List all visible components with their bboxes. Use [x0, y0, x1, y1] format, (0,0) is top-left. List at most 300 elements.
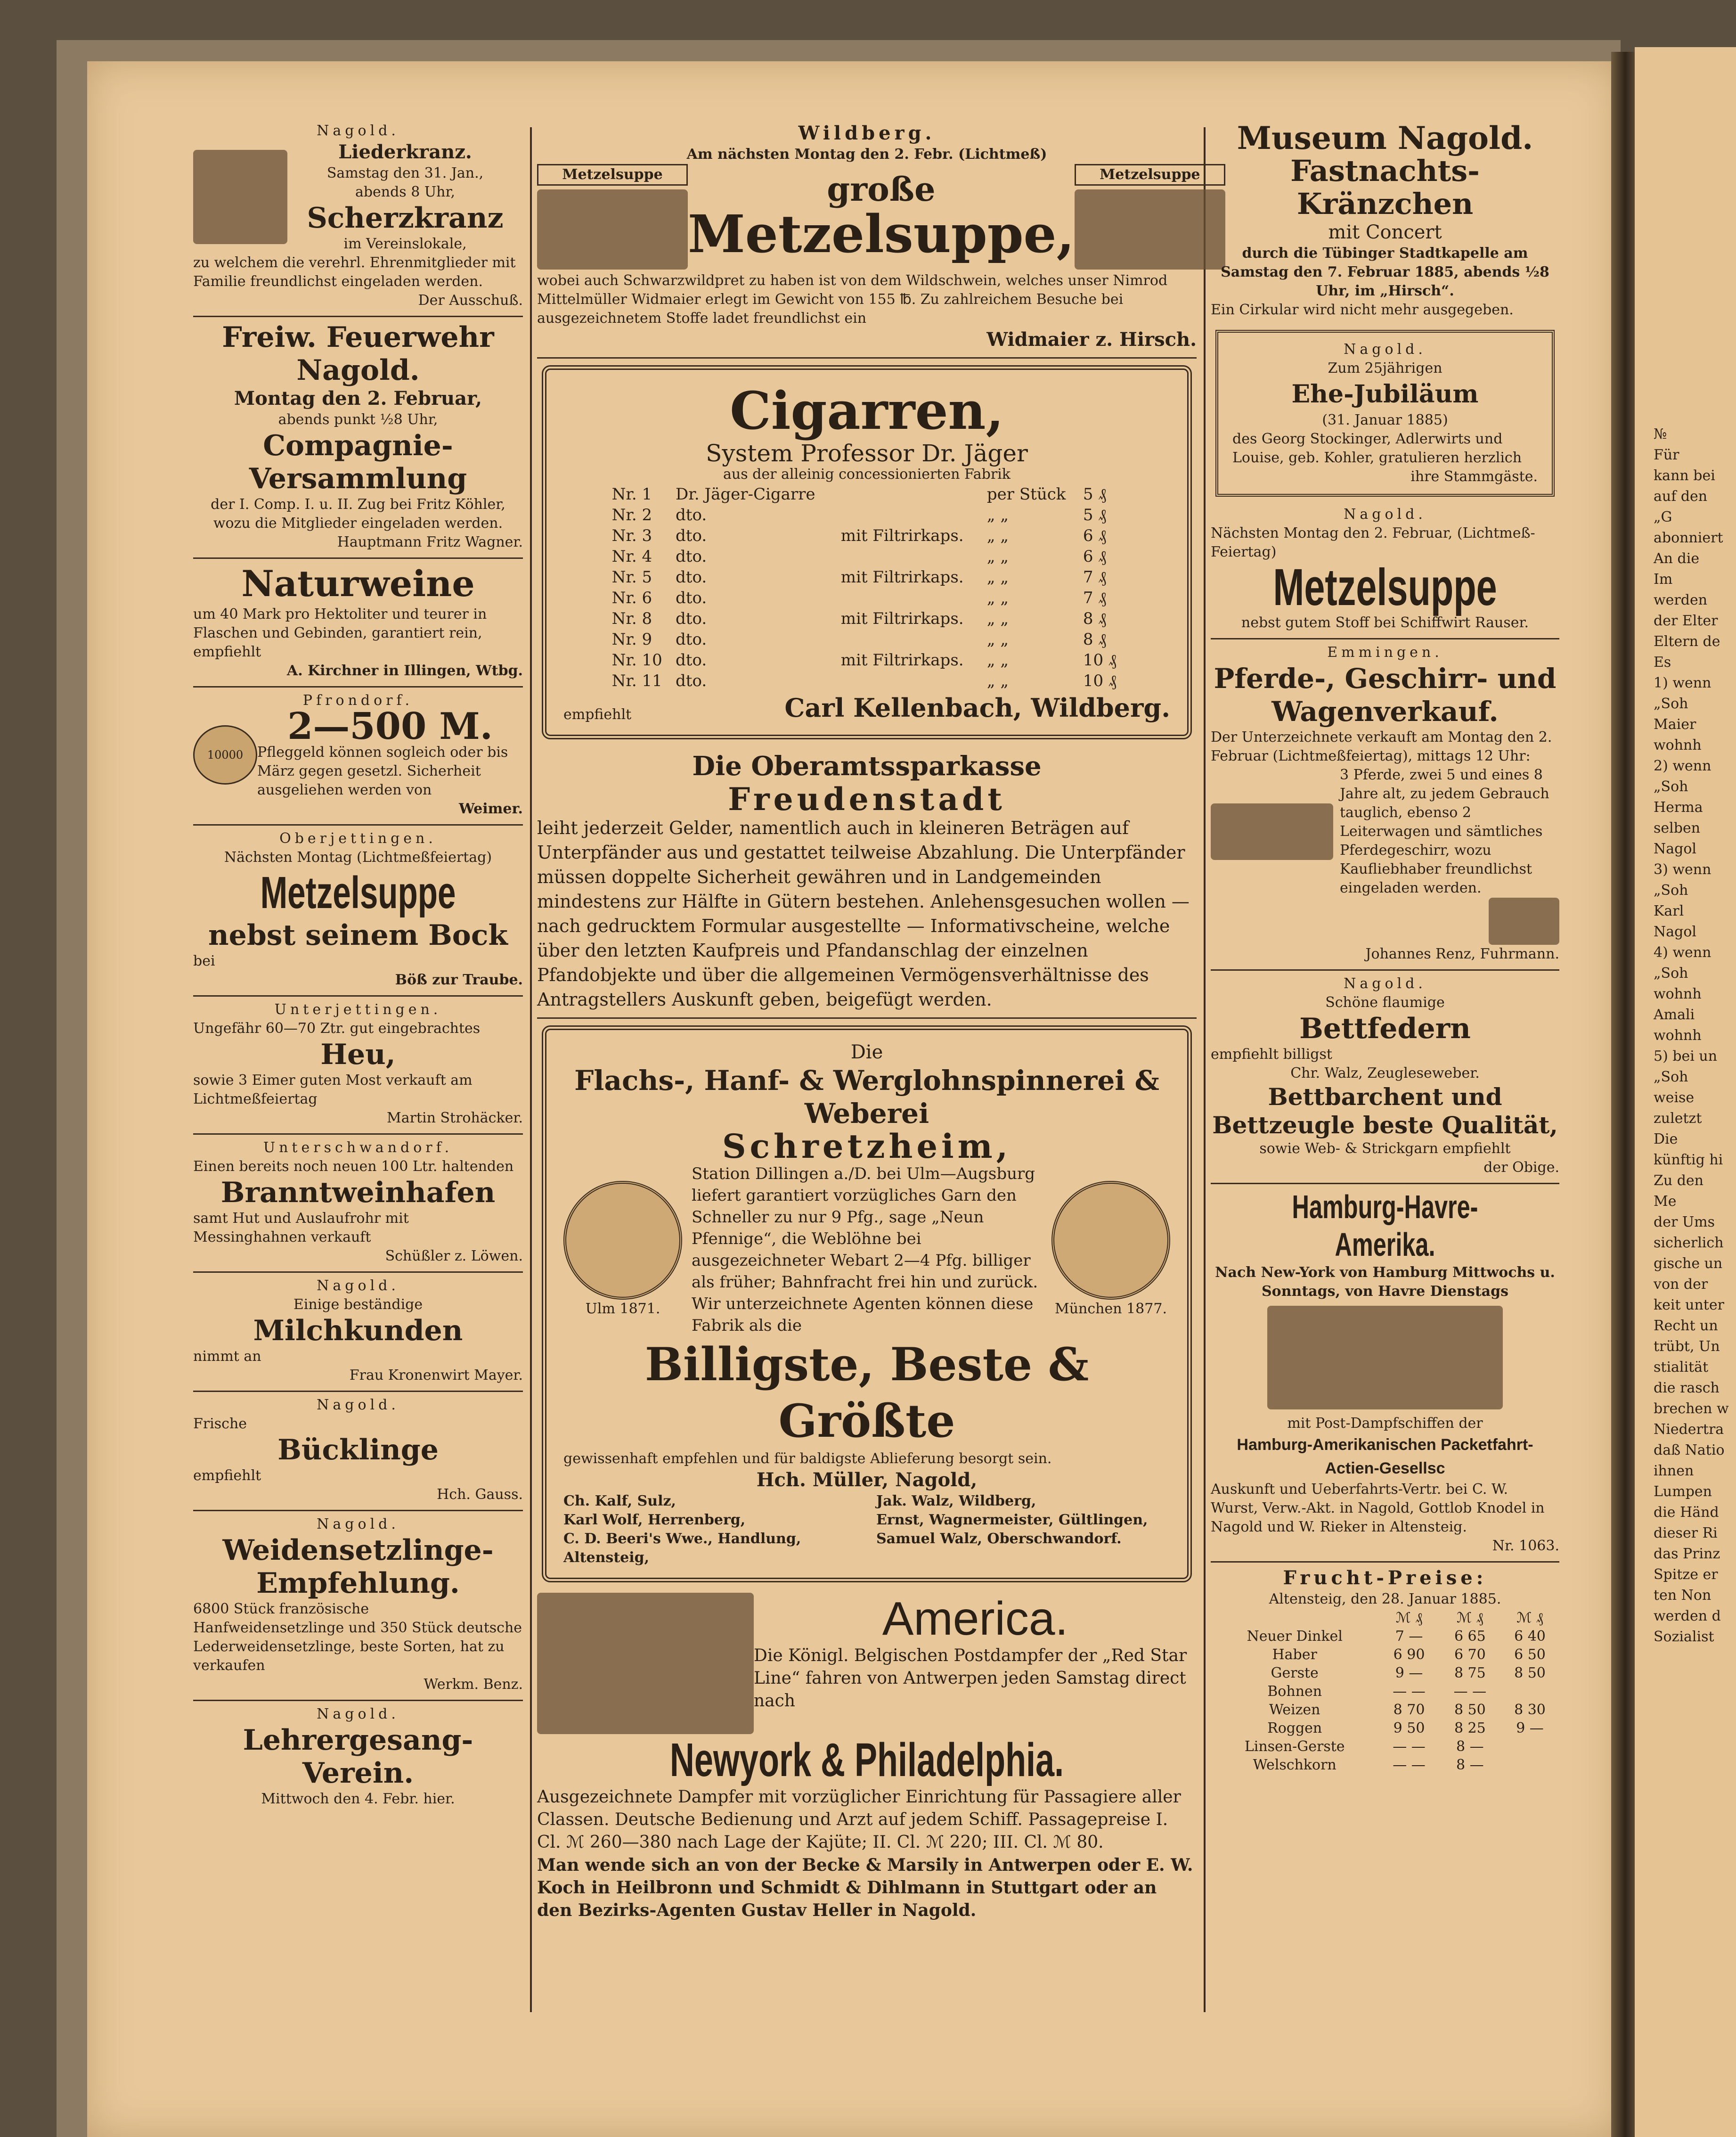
next-page-line: 3) wenn: [1654, 861, 1712, 878]
ad-empfiehlt: empfiehlt: [563, 706, 632, 723]
cigar-filter-cell: [838, 484, 984, 505]
ad-headline1: große: [827, 170, 936, 209]
ad-amount: 2—500 M.: [287, 705, 493, 748]
ad-note: Ein Cirkular wird nicht mehr ausgegeben.: [1211, 302, 1514, 318]
table-row: [609, 608, 1125, 629]
table-row: [609, 505, 1125, 525]
next-page-line: Im: [1654, 571, 1673, 588]
ad-text2: 3 Pferde, zwei 5 und eines 8 Jahre alt, zu jedem Gebrauch tauglich, ebenso 2 Leiterwagen und sämtliches Pferdegeschirr, wozu Kaufliebhaber freundlichst eingeladen werden.: [1340, 767, 1549, 896]
left-column: [193, 118, 523, 1814]
grain-c-cell: [1500, 1737, 1559, 1756]
cigar-price-cell: 6 ₰: [1083, 526, 1107, 545]
ad-headline2: Newyork & Philadelphia.: [669, 1734, 1064, 1786]
ad-text: Einige beständige: [293, 1296, 423, 1313]
ad-oberjettingen: [193, 826, 523, 997]
ad-unterjettingen: [193, 997, 523, 1135]
grain-a-cell: 9 —: [1395, 1665, 1423, 1681]
next-page-line: künftig hi: [1654, 1152, 1723, 1168]
ad-america: [537, 1589, 1197, 1927]
table-row: [609, 588, 1125, 608]
ad-text: Zum 25jährigen: [1328, 360, 1443, 377]
ad-headline2: Billigste, Beste & Größte: [644, 1338, 1089, 1448]
ad-text: der I. Comp. I. u. II. Zug bei Fritz Köhler, wozu die Mitglieder eingeladen werden.: [211, 496, 505, 532]
cigar-unit-cell: „ „: [986, 526, 1009, 545]
ad-sub: nebst seinem Bock: [208, 919, 508, 952]
ad-text: Einen bereits noch neuen 100 Ltr. haltenden: [193, 1158, 514, 1175]
grain-name-cell: Bohnen: [1267, 1683, 1322, 1700]
ad-headline: Scherzkranz: [307, 202, 504, 235]
ad-place: Unterjettingen.: [274, 1001, 442, 1018]
ad-date: Nächsten Montag (Lichtmeßfeiertag): [224, 849, 492, 866]
ad-place: Emmingen.: [1327, 644, 1443, 661]
next-page-line: „Soh: [1654, 965, 1688, 982]
ad-headline: Bücklinge: [277, 1433, 439, 1466]
table-row: [609, 629, 1125, 650]
feast-scene-icon: [537, 189, 688, 270]
ad-text3: Auskunft und Ueberfahrts-Vertr. bei C. W. Wurst, Verw.-Akt. in Nagold, Gottlob Knodel in Nagold und W. Rieker in Altensteig.: [1211, 1481, 1545, 1535]
cigar-nr-cell: Nr. 9: [611, 630, 652, 649]
ad-text: zu welchem die verehrl. Ehrenmitglieder mit Familie freundlichst eingeladen werden.: [193, 254, 516, 290]
ad-place: Nagold.: [317, 123, 399, 139]
horse-icon: [1211, 803, 1333, 860]
next-page-line: Die: [1654, 1131, 1678, 1147]
ad-place: Nagold.: [1344, 506, 1426, 523]
cigar-filter-cell: mit Filtrirkaps.: [840, 526, 964, 545]
ad-date: Samstag den 31. Jan.,: [326, 165, 484, 181]
table-row: [1211, 1719, 1559, 1737]
ad-sign: Widmaier z. Hirsch.: [986, 328, 1197, 351]
ad-sign: Werkm. Benz.: [424, 1676, 523, 1693]
next-page-line: Maier: [1654, 716, 1696, 733]
table-row: [609, 525, 1125, 546]
next-page-line: Nagol: [1654, 924, 1696, 940]
ad-title: Museum Nagold.: [1237, 120, 1533, 156]
ad-text: Die Königl. Belgischen Postdampfer der „Red Star Line“ fahren von Antwerpen jeden Samstag direct nach: [754, 1646, 1187, 1711]
ad-text2: samt Hut und Auslaufrohr mit Messinghahnen verkauft: [193, 1210, 409, 1245]
next-page-line: sicherlich: [1654, 1235, 1724, 1251]
ad-text: Nach New-York von Hamburg Mittwochs u. Sonntags, von Havre Dienstags: [1215, 1264, 1555, 1300]
ad-place: Nagold.: [1344, 341, 1426, 358]
ad-text: Ungefähr 60—70 Ztr. gut eingebrachtes: [193, 1020, 481, 1037]
feast-scene-icon: [1075, 189, 1225, 270]
next-page-line: „Soh: [1654, 1069, 1688, 1085]
next-page-line: kann bei: [1654, 467, 1715, 484]
next-page-line: Lumpen: [1654, 1483, 1712, 1500]
cigar-price-cell: 10 ₰: [1083, 671, 1117, 690]
ad-sign: Böß zur Traube.: [395, 972, 523, 988]
cigar-filter-cell: [838, 671, 984, 691]
next-page-line: dieser Ri: [1654, 1525, 1718, 1541]
cigar-nr-cell: Nr. 11: [611, 671, 662, 690]
ad-pfrondorf: [193, 688, 523, 826]
cigar-filter-cell: mit Filtrirkaps.: [840, 651, 964, 670]
grain-a-cell: — —: [1393, 1683, 1426, 1700]
ad-date: Altensteig, den 28. Januar 1885.: [1269, 1591, 1501, 1607]
grain-b-cell: 8 25: [1454, 1720, 1486, 1736]
ad-headline: Milchkunden: [253, 1314, 463, 1347]
ad-headline: Weidensetzlinge-Empfehlung.: [222, 1534, 494, 1600]
cigar-nr-cell: Nr. 6: [611, 589, 652, 607]
agent-name: Jak. Walz, Wildberg,: [876, 1493, 1036, 1509]
ad-headline: Hamburg-Havre-Amerika.: [1292, 1188, 1478, 1263]
cigar-unit-cell: „ „: [986, 630, 1009, 649]
cigar-nr-cell: Nr. 2: [611, 506, 652, 524]
ad-sign: Weimer.: [458, 801, 523, 817]
agent-list: [563, 1492, 1170, 1567]
grain-b-cell: 8 75: [1454, 1665, 1486, 1681]
ad-headline: Flachs-, Hanf- & Werglohnspinnerei & Weberei: [574, 1064, 1159, 1130]
ad-hamburg: [1211, 1184, 1559, 1563]
next-page-line: Eltern de: [1654, 633, 1720, 650]
ad-bettfedern: [1211, 971, 1559, 1184]
ad-sign: A. Kirchner in Illingen, Wtbg.: [286, 663, 523, 679]
next-page-line: wohnh: [1654, 986, 1702, 1002]
grain-name-cell: Welschkorn: [1253, 1757, 1337, 1773]
ad-headline: Metzelsuppe: [260, 868, 456, 918]
table-row: [609, 671, 1125, 691]
cigar-price-cell: 8 ₰: [1083, 609, 1107, 628]
cigar-price-cell: 6 ₰: [1083, 547, 1107, 566]
grain-name-cell: Roggen: [1267, 1720, 1322, 1736]
next-page-line: keit unter: [1654, 1297, 1724, 1313]
lyre-emblem-icon: [193, 150, 287, 244]
ad-date: (31. Januar 1885): [1322, 412, 1448, 428]
cigar-unit-cell: „ „: [986, 506, 1009, 524]
column-header: ℳ ₰: [1516, 1610, 1543, 1626]
cigar-filter-cell: mit Filtrirkaps.: [840, 609, 964, 628]
next-page-line: Spitze er: [1654, 1566, 1718, 1583]
cigar-name-cell: dto.: [676, 506, 707, 524]
ad-emmingen: [1211, 639, 1559, 971]
money-bag-icon: [193, 725, 257, 785]
ad-jubilaeum: [1215, 330, 1555, 497]
column-rule: [1204, 127, 1206, 2012]
next-page-line: Amali: [1654, 1007, 1695, 1023]
ad-headline2: Metzelsuppe,: [688, 204, 1075, 264]
ad-wildberg: [537, 118, 1200, 359]
ad-headline2: Bettbarchent und Bettzeugle beste Qualität,: [1212, 1083, 1558, 1139]
ad-company: Hamburg-Amerikanischen Packetfahrt-Actien-Gesellsc: [1237, 1436, 1533, 1477]
cigar-filter-cell: [838, 629, 984, 650]
cigar-price-cell: 7 ₰: [1083, 568, 1107, 587]
ad-text2: Ausgezeichnete Dampfer mit vorzüglicher Einrichtung für Passagiere aller Classen. Deutsche Bedienung und Arzt auf jedem Schiff. Passagepreise I. Cl. ℳ 260—380 nach Lage der Kajüte; II. Cl. ℳ 220; III. Cl. ℳ 80.: [537, 1787, 1181, 1852]
ad-text2: nimmt an: [193, 1348, 261, 1365]
ad-text: wobei auch Schwarzwildpret zu haben ist von dem Wildschwein, welches unser Nimrod Mittelmüller Widmaier erlegt im Gewicht von 155 ℔. Zu zahlreichem Besuche bei ausgezeichnetem Stoffe ladet freundlichst ein: [537, 272, 1168, 327]
ad-text: Der Unterzeichnete verkauft am Montag den 2. Februar (Lichtmeßfeiertag), mittags 12 Uhr:: [1211, 729, 1552, 764]
ad-headline: Cigarren,: [730, 380, 1004, 441]
medal-label: Ulm 1871.: [585, 1301, 660, 1317]
cigar-unit-cell: „ „: [986, 547, 1009, 566]
ad-text2: mit Post-Dampfschiffen der: [1287, 1415, 1483, 1432]
ad-title: Freiw. Feuerwehr Nagold.: [222, 321, 494, 387]
grain-name-cell: Gerste: [1271, 1665, 1319, 1681]
grain-c-cell: 6 50: [1514, 1646, 1546, 1663]
table-row: [1211, 1701, 1559, 1719]
next-page-line: Me: [1654, 1193, 1677, 1210]
ad-place: Oberjettingen.: [279, 830, 437, 847]
next-page-line: „Soh: [1654, 882, 1688, 899]
next-page-line: 1) wenn: [1654, 675, 1712, 691]
grain-b-cell: 8 —: [1456, 1738, 1484, 1755]
next-page-line: 5) bei un: [1654, 1048, 1718, 1064]
agent-name: Ernst, Wagnermeister, Gültlingen,: [876, 1512, 1148, 1528]
table-row: [1211, 1664, 1559, 1682]
table-row: [1211, 1682, 1559, 1701]
next-page-line: Für: [1654, 447, 1679, 463]
ad-milchkunden: [193, 1273, 523, 1392]
next-page-line: Es: [1654, 654, 1671, 671]
cigar-unit-cell: „ „: [986, 671, 1009, 690]
grain-c-cell: [1500, 1756, 1559, 1774]
ad-sign: Carl Kellenbach, Wildberg.: [784, 693, 1170, 723]
ad-museum: [1211, 118, 1559, 325]
grain-a-cell: 7 —: [1395, 1628, 1423, 1645]
cigar-unit-cell: „ „: [986, 589, 1009, 607]
grain-a-cell: 6 90: [1393, 1646, 1425, 1663]
column-header: ℳ ₰: [1457, 1610, 1483, 1626]
ad-text: Frische: [193, 1416, 247, 1432]
ad-place: Nagold.: [317, 1706, 399, 1722]
ad-text2: des Georg Stockinger, Adlerwirts und Louise, geb. Kohler, gratulieren herzlich: [1232, 431, 1522, 466]
cigar-nr-cell: Nr. 3: [611, 526, 652, 545]
next-page-line: abonniert: [1654, 530, 1723, 546]
ad-sub: mit Concert: [1328, 221, 1442, 243]
next-page-line: Sozialist: [1654, 1629, 1714, 1645]
next-page-line: „G: [1654, 509, 1672, 525]
cigar-name-cell: dto.: [676, 526, 707, 545]
next-page-line: ten Non: [1654, 1587, 1712, 1604]
cigar-price-cell: 8 ₰: [1083, 630, 1107, 649]
ad-sign: Johannes Renz, Fuhrmann.: [1365, 946, 1559, 962]
next-page-line: werden d: [1654, 1608, 1721, 1624]
ad-metzelsuppe-rauser: [1211, 501, 1559, 639]
medal-icon: [1051, 1181, 1170, 1300]
grain-a-cell: 8 70: [1393, 1702, 1425, 1718]
ad-sub2: aus der alleinig concessionierten Fabrik: [723, 466, 1011, 483]
steamship-icon: [1267, 1306, 1503, 1409]
ad-place: Pfrondorf.: [302, 692, 414, 709]
ad-lehrergesang: [193, 1701, 523, 1814]
column-header: ℳ ₰: [1395, 1610, 1423, 1626]
next-page-line: der Ums: [1654, 1214, 1715, 1230]
ad-place: Nagold.: [317, 1277, 399, 1294]
ad-unterschwandorf: [193, 1135, 523, 1273]
ad-headline: Fastnachts-Kränzchen: [1290, 154, 1480, 221]
next-page-line: Nagol: [1654, 841, 1696, 857]
ad-sign: ihre Stammgäste.: [1410, 468, 1538, 485]
next-page-edge: [1635, 47, 1736, 2137]
cigar-filter-cell: mit Filtrirkaps.: [840, 568, 964, 587]
next-page-line: gische un: [1654, 1255, 1723, 1272]
ad-place: Schretzheim,: [722, 1127, 1012, 1166]
grain-b-cell: 8 —: [1456, 1757, 1484, 1773]
ad-cigarren: [542, 365, 1192, 739]
ad-text: 6800 Stück französische Hanfweidensetzlinge und 350 Stück deutsche Lederweidensetzlinge, beste Sorten, hat zu verkaufen: [193, 1601, 522, 1674]
cigar-nr-cell: Nr. 10: [611, 651, 662, 670]
next-page-line: brechen w: [1654, 1400, 1729, 1417]
money-bag-label: 10000: [207, 748, 244, 761]
ad-sign: Frau Kronenwirt Mayer.: [349, 1367, 523, 1384]
next-page-line: 2) wenn: [1654, 758, 1712, 774]
cigar-unit-cell: „ „: [986, 651, 1009, 670]
wagon-icon: [1489, 898, 1559, 945]
cigar-price-cell: 5 ₰: [1083, 506, 1107, 524]
next-page-line: die rasch: [1654, 1380, 1720, 1396]
ad-text2: empfiehlt: [193, 1467, 261, 1484]
cigar-unit-cell: „ „: [986, 609, 1009, 628]
ad-title: Die Oberamtssparkasse: [692, 751, 1042, 782]
grain-a-cell: 9 50: [1393, 1720, 1425, 1736]
cigar-filter-cell: [838, 505, 984, 525]
ad-title: Frucht-Preise:: [1283, 1567, 1487, 1589]
ad-text3: Man wende sich an von der Becke & Marsily in Antwerpen oder E. W. Koch in Heilbronn und Schmidt & Dihlmann in Stuttgart oder an den Bezirks-Agenten Gustav Heller in Nagold.: [537, 1855, 1193, 1920]
grain-c-cell: 8 30: [1514, 1702, 1546, 1718]
medal-icon: [563, 1181, 682, 1300]
ad-place: Unterschwandorf.: [263, 1139, 453, 1156]
ad-sub: System Professor Dr. Jäger: [706, 440, 1028, 467]
next-page-line: trübt, Un: [1654, 1338, 1720, 1355]
middle-column: [537, 118, 1200, 1927]
next-page-line: №: [1654, 426, 1667, 442]
ad-sign: Der Ausschuß.: [418, 292, 523, 309]
ad-headline: Branntweinhafen: [220, 1176, 496, 1209]
next-page-line: daß Natio: [1654, 1442, 1725, 1458]
ad-weiden: [193, 1511, 523, 1701]
ad-date: Am nächsten Montag den 2. Febr. (Lichtmeß): [686, 146, 1047, 163]
next-page-line: Recht un: [1654, 1318, 1718, 1334]
ad-text: Pfleggeld können sogleich oder bis März gegen gesetzl. Sicherheit ausgeliehen werden von: [257, 744, 508, 798]
ad-text: Mittwoch den 4. Febr. hier.: [261, 1791, 455, 1807]
cigar-name-cell: dto.: [676, 589, 707, 607]
next-page-line: Niedertra: [1654, 1421, 1724, 1438]
ad-headline: Metzelsuppe: [1273, 558, 1497, 616]
grain-a-cell: — —: [1393, 1738, 1426, 1755]
cigar-unit-cell: „ „: [986, 568, 1009, 587]
grain-b-cell: 6 70: [1454, 1646, 1486, 1663]
fruchtpreise: [1211, 1563, 1559, 1780]
next-page-line: auf den: [1654, 488, 1708, 505]
ad-sign: Schüßler z. Löwen.: [385, 1248, 523, 1264]
ad-headline: Heu,: [320, 1038, 396, 1071]
next-page-line: wohnh: [1654, 737, 1702, 753]
grain-name-cell: Haber: [1272, 1646, 1317, 1663]
ad-place: Nagold.: [317, 1397, 399, 1413]
next-page-line: 4) wenn: [1654, 944, 1712, 961]
ad-naturweine: [193, 559, 523, 688]
ad-buecklinge: [193, 1392, 523, 1511]
cigar-price-cell: 10 ₰: [1083, 651, 1117, 670]
grain-b-cell: 6 65: [1454, 1628, 1486, 1645]
medal-label: München 1877.: [1055, 1301, 1167, 1317]
next-page-line: Karl: [1654, 903, 1684, 919]
right-column: [1211, 118, 1559, 1780]
ad-text3: sowie Web- & Strickgarn empfiehlt: [1259, 1140, 1511, 1157]
cigar-name-cell: dto.: [676, 671, 707, 690]
cigar-price-table: [609, 484, 1125, 691]
cigar-name-cell: dto.: [676, 568, 707, 587]
ad-text: Schöne flaumige: [1325, 994, 1445, 1011]
cigar-price-cell: 5 ₰: [1083, 485, 1107, 504]
next-page-line: werden: [1654, 592, 1708, 608]
table-row: [609, 650, 1125, 671]
grain-c-cell: 9 —: [1516, 1720, 1544, 1736]
grain-price-table: [1211, 1609, 1559, 1774]
cigar-name-cell: dto.: [676, 547, 707, 566]
ad-text: nebst gutem Stoff bei Schiffwirt Rauser.: [1241, 614, 1529, 631]
ad-venue: im Vereinslokale,: [343, 236, 467, 252]
agent-name: Samuel Walz, Oberschwandorf.: [876, 1531, 1122, 1547]
ad-feuerwehr: [193, 317, 523, 559]
cigar-name-cell: dto.: [676, 651, 707, 670]
ad-text: leiht jederzeit Gelder, namentlich auch in kleineren Beträgen auf Unterpfänder aus und gestattet teilweise Abzahlung. Die Unterpfänder müssen doppelte Sicherheit gewähren und in Landgemeinden mindestens zur Hälfte in Gütern bestehen. Anlehensgesuchen wollen — nach gedrucktem Formular ausgestellte — Informativscheine, welche über den letzten Kaufpreis und Pfandanschlag der einzelnen Pfandobjekte und über die allgemeinen Vermögensverhältnisse des Antragstellers Auskunft geben, beigefügt werden.: [537, 818, 1190, 1010]
cigar-nr-cell: Nr. 1: [611, 485, 652, 504]
next-page-line: zuletzt: [1654, 1110, 1702, 1127]
ad-date: Montag den 2. Februar,: [234, 387, 482, 409]
ad-headline: Lehrergesang-Verein.: [243, 1724, 473, 1790]
next-page-line: Herma: [1654, 799, 1703, 816]
next-page-line: wohnh: [1654, 1027, 1702, 1044]
ad-bei: bei: [193, 953, 215, 969]
grain-c-cell: [1500, 1682, 1559, 1701]
ad-place: Nagold.: [1344, 975, 1426, 992]
cigar-filter-cell: [838, 588, 984, 608]
ad-name: Chr. Walz, Zeugleseweber.: [1290, 1065, 1480, 1081]
ad-text2: empfiehlt billigst: [1211, 1046, 1332, 1063]
column-rule: [530, 127, 532, 2012]
agent-name: Karl Wolf, Herrenberg,: [563, 1512, 746, 1528]
next-page-line: „Soh: [1654, 778, 1688, 795]
cigar-name-cell: Dr. Jäger-Cigarre: [676, 485, 815, 504]
next-page-line: An die: [1654, 550, 1700, 567]
ad-sign: Martin Strohäcker.: [387, 1110, 523, 1126]
ad-die: Die: [850, 1041, 883, 1063]
ad-text: um 40 Mark pro Hektoliter und teurer in Flaschen und Gebinden, garantiert rein, empfiehlt: [193, 606, 487, 660]
table-row: [609, 567, 1125, 588]
grain-name-cell: Weizen: [1269, 1702, 1320, 1718]
ad-text: durch die Tübinger Stadtkapelle am Samstag den 7. Februar 1885, abends ½8 Uhr, im „Hirsch“.: [1221, 245, 1549, 299]
table-row: [1211, 1646, 1559, 1664]
cigar-name-cell: dto.: [676, 630, 707, 649]
cigar-unit-cell: per Stück: [986, 485, 1066, 504]
ad-headline: Bettfedern: [1299, 1012, 1471, 1045]
next-page-line: „Soh: [1654, 696, 1688, 712]
next-page-line: der Elter: [1654, 613, 1718, 629]
ad-label-right: Metzelsuppe: [1075, 164, 1225, 186]
ad-liederkranz: [193, 118, 523, 317]
cigar-filter-cell: [838, 546, 984, 567]
ad-headline: Pferde-, Geschirr- und Wagenverkauf.: [1214, 663, 1557, 728]
table-row: [609, 484, 1125, 505]
grain-c-cell: 6 40: [1514, 1628, 1546, 1645]
table-row: [1211, 1737, 1559, 1756]
grain-b-cell: — —: [1453, 1683, 1487, 1700]
ad-place: Wildberg.: [798, 122, 936, 144]
ad-sign: Hauptmann Fritz Wagner.: [337, 534, 523, 550]
ad-agent-main: Hch. Müller, Nagold,: [756, 1469, 978, 1491]
cigar-nr-cell: Nr. 5: [611, 568, 652, 587]
next-page-line: selben: [1654, 820, 1701, 836]
ad-text2: gewissenhaft empfehlen und für baldigste Ablieferung besorgt sein.: [563, 1450, 1052, 1467]
ad-nr: Nr. 1063.: [1492, 1538, 1559, 1554]
ad-headline: Freudenstadt: [728, 781, 1006, 818]
ad-text: Station Dillingen a./D. bei Ulm—Augsburg liefert garantiert vorzügliches Garn den Schneller zu nur 9 Pfg., sage „Neun Pfennige“, die Weblöhne bei ausgezeichneter Webart 2—4 Pfg. billiger als früher; Bahnfracht frei hin und zurück. Wir unterzeichnete Agenten können diese Fabrik als die: [692, 1164, 1038, 1335]
ad-sparkasse: [537, 746, 1197, 1019]
ad-sign: Hch. Gauss.: [437, 1486, 523, 1503]
agent-name: C. D. Beeri's Wwe., Handlung, Altensteig,: [563, 1531, 801, 1566]
next-page-line: die Händ: [1654, 1504, 1719, 1521]
next-page-line: von der: [1654, 1276, 1708, 1293]
cigar-nr-cell: Nr. 8: [611, 609, 652, 628]
